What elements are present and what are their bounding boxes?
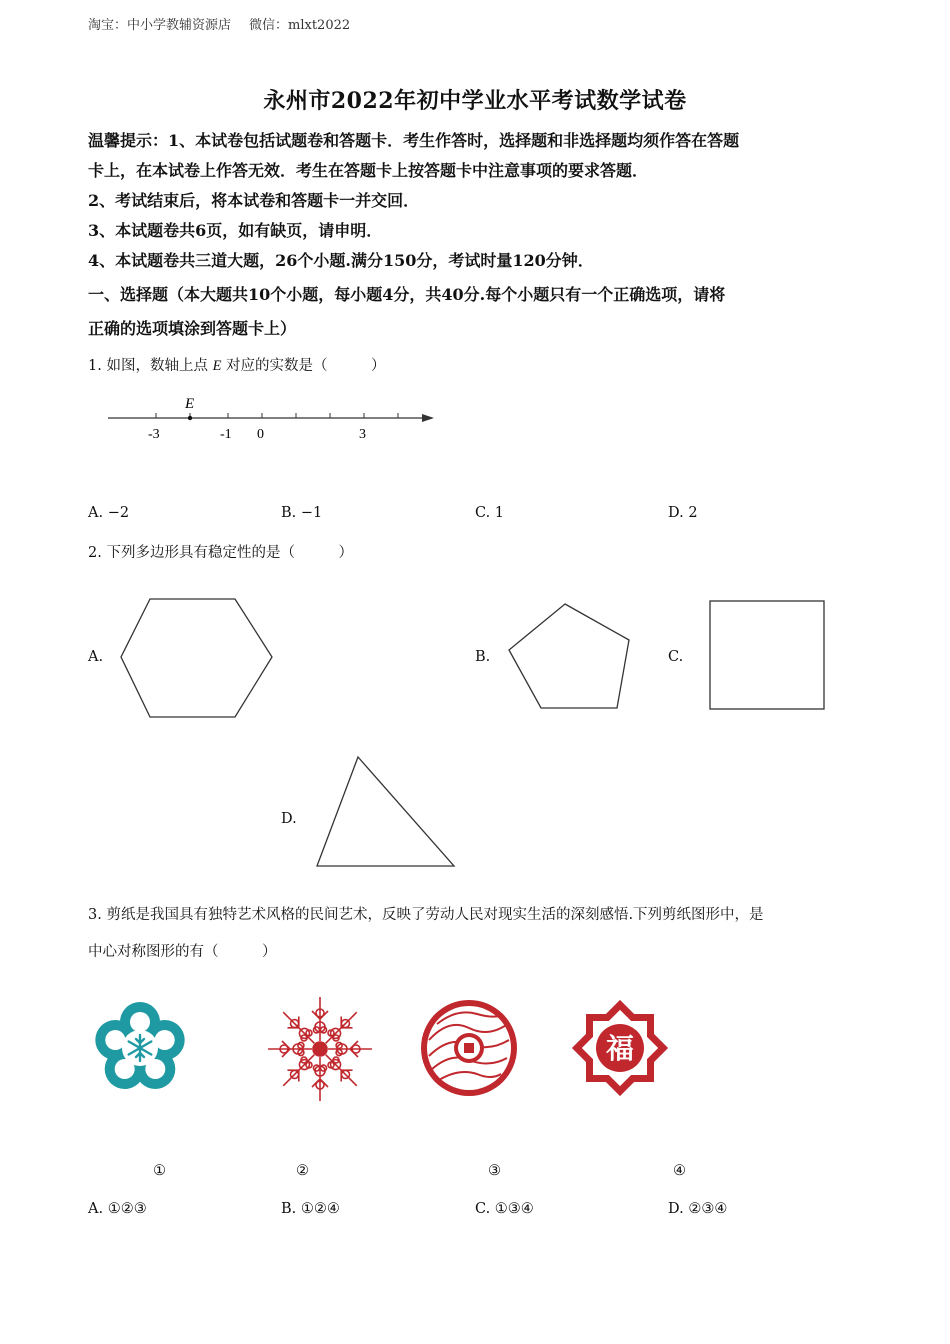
- figure-label-2: ②: [296, 1163, 309, 1179]
- tick-label-neg1: -1: [220, 427, 232, 442]
- q1-number-line: [100, 388, 445, 448]
- papercut-1-plum-blossom: [88, 1000, 192, 1096]
- q3-option-c: C. ①③④: [475, 1201, 534, 1217]
- q3-option-d: D. ②③④: [668, 1201, 728, 1217]
- figure-label-4: ④: [673, 1163, 686, 1179]
- papercut-3-wave-circle: [418, 997, 520, 1099]
- triangle-figure: [312, 752, 462, 872]
- q3-option-b: B. ①②④: [281, 1201, 340, 1217]
- figure-label-1: ①: [153, 1163, 166, 1179]
- exam-title: 永州市2022年初中学业水平考试数学试卷: [263, 88, 687, 114]
- pentagon-figure: [503, 600, 635, 714]
- page-header: [88, 14, 350, 33]
- notice-line-5: 4、本试题卷共三道大题，26个小题.满分150分，考试时量120分钟．: [88, 251, 594, 270]
- q2-option-a-label: A.: [88, 649, 104, 665]
- q2-option-c-label: C.: [668, 649, 684, 665]
- q1-var: E: [212, 358, 222, 374]
- section-heading-line-1: 一、选择题（本大题共10个小题，每小题4分，共40分.每个小题只有一个正确选项，请将: [88, 285, 726, 304]
- q2-option-b-label: B.: [475, 649, 491, 665]
- notice-line-4: 3、本试题卷共6页，如有缺页，请申明．: [88, 221, 383, 240]
- section-heading-line-2: 正确的选项填涂到答题卡上）: [88, 319, 297, 338]
- square-figure: [705, 597, 830, 713]
- notice-line-1: 温馨提示：1、本试卷包括试题卷和答题卡．考生作答时，选择题和非选择题均须作答在答题: [88, 131, 740, 150]
- notice-line-3: 2、考试结束后，将本试卷和答题卡一并交回．: [88, 191, 420, 210]
- fu-character: 福: [605, 1032, 635, 1065]
- q1-stem-prefix: 1. 如图，数轴上点: [88, 358, 208, 374]
- hexagon-figure: [115, 594, 280, 724]
- figure-label-3: ③: [488, 1163, 501, 1179]
- notice-line-2: 卡上，在本试卷上作答无效．考生在答题卡上按答题卡中注意事项的要求答题．: [88, 161, 649, 180]
- point-e-label: E: [185, 396, 195, 412]
- point-e: [188, 416, 192, 420]
- q1-option-d: D. 2: [668, 505, 698, 521]
- tick-label-3: 3: [359, 427, 366, 442]
- header-wechat: 微信：mlxt2022: [249, 18, 351, 33]
- tick-label-neg3: -3: [148, 427, 160, 442]
- q1-option-c: C. 1: [475, 505, 505, 521]
- q3-stem-line-1: 3. 剪纸是我国具有独特艺术风格的民间艺术，反映了劳动人民对现实生活的深刻感悟.下列剪纸图形中，是: [88, 907, 764, 923]
- tick-label-0: 0: [257, 427, 264, 442]
- q1-stem-suffix: 对应的实数是（ ）: [226, 358, 386, 374]
- q3-option-a: A. ①②③: [88, 1201, 147, 1217]
- axis-arrow: [422, 414, 434, 422]
- q1-option-a: A. −2: [88, 505, 130, 521]
- papercut-4-fu-star: [570, 998, 670, 1098]
- papercut-2-snowflake: [268, 993, 372, 1105]
- q2-option-d-label: D.: [281, 811, 297, 827]
- q1-stem: [88, 354, 386, 375]
- header-taobao: 淘宝：中小学教辅资源店: [88, 18, 232, 33]
- q3-stem-line-2: 中心对称图形的有（ ）: [88, 944, 277, 960]
- axis-ticks: [156, 413, 398, 418]
- q2-stem: 2. 下列多边形具有稳定性的是（ ）: [88, 545, 353, 561]
- q1-option-b: B. −1: [281, 505, 323, 521]
